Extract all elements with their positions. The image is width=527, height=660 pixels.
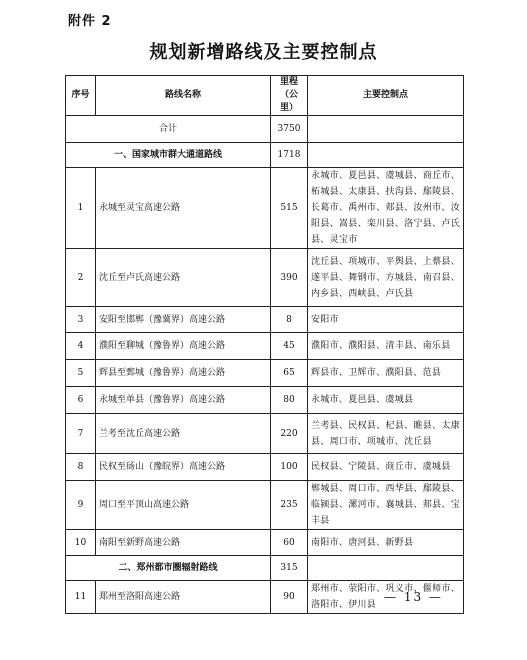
section-row: [66, 556, 464, 581]
row-length: 100: [271, 454, 308, 481]
row-no: 8: [66, 454, 96, 481]
section-title: 一、国家城市群大通道路线: [66, 143, 271, 168]
row-no: 5: [66, 360, 96, 387]
table-header-row: [66, 76, 464, 116]
row-name: 辉县至鄄城（豫鲁界）高速公路: [96, 360, 271, 387]
row-points: 南阳市、唐河县、新野县: [308, 530, 464, 556]
table-row: [66, 387, 464, 414]
row-points: 辉县市、卫辉市、濮阳县、范县: [308, 360, 464, 387]
row-no: 2: [66, 249, 96, 307]
header-no: 序号: [66, 76, 96, 116]
row-length: 220: [271, 414, 308, 454]
row-name: 永城至单县（豫鲁界）高速公路: [96, 387, 271, 414]
row-points: 民权县、宁陵县、商丘市、虞城县: [308, 454, 464, 481]
row-no: 3: [66, 307, 96, 333]
table-row: [66, 454, 464, 481]
row-points: 永城市、夏邑县、虞城县、商丘市、柘城县、太康县、扶沟县、鄢陵县、长葛市、禹州市、郏县、汝州市、汝阳县、嵩县、栾川县、洛宁县、卢氏县、灵宝市: [308, 168, 464, 249]
row-length: 515: [271, 168, 308, 249]
header-points: 主要控制点: [308, 76, 464, 116]
row-no: 10: [66, 530, 96, 556]
row-name: 濮阳至聊城（豫鲁界）高速公路: [96, 333, 271, 360]
row-name: 兰考至沈丘高速公路: [96, 414, 271, 454]
section-points: [308, 143, 464, 168]
table-row: [66, 360, 464, 387]
row-points: 沈丘县、项城市、平舆县、上蔡县、遂平县、舞钢市、方城县、南召县、内乡县、西峡县、卢氏县: [308, 249, 464, 307]
row-points: 永城市、夏邑县、虞城县: [308, 387, 464, 414]
section-title: 二、郑州都市圈辐射路线: [66, 556, 271, 581]
page-number: — 13 —: [384, 590, 443, 604]
row-name: 永城至灵宝高速公路: [96, 168, 271, 249]
routes-table: [65, 75, 464, 614]
total-row: [66, 116, 464, 143]
row-points: 濮阳市、濮阳县、清丰县、南乐县: [308, 333, 464, 360]
section-length: 315: [271, 556, 308, 581]
row-no: 11: [66, 581, 96, 614]
row-length: 390: [271, 249, 308, 307]
row-no: 6: [66, 387, 96, 414]
row-name: 安阳至邯郸（豫冀界）高速公路: [96, 307, 271, 333]
row-points: 郑州市、荥阳市、巩义市、偃师市、洛阳市、伊川县: [308, 581, 464, 614]
row-length: 45: [271, 333, 308, 360]
total-label: 合计: [66, 116, 271, 143]
row-no: 7: [66, 414, 96, 454]
row-name: 沈丘至卢氏高速公路: [96, 249, 271, 307]
header-length: [271, 76, 308, 116]
row-length: 235: [271, 481, 308, 530]
header-length-line2: （公里）: [279, 90, 298, 113]
row-length: 80: [271, 387, 308, 414]
table-row: [66, 481, 464, 530]
row-points: 兰考县、民权县、杞县、睢县、太康县、周口市、项城市、沈丘县: [308, 414, 464, 454]
row-length: 60: [271, 530, 308, 556]
table-row: [66, 249, 464, 307]
section-row: [66, 143, 464, 168]
row-name: 南阳至新野高速公路: [96, 530, 271, 556]
table-row: [66, 333, 464, 360]
row-name: 民权至砀山（豫皖界）高速公路: [96, 454, 271, 481]
row-length: 8: [271, 307, 308, 333]
row-points: 郸城县、周口市、西华县、鄢陵县、临颍县、漯河市、襄城县、郏县、宝丰县: [308, 481, 464, 530]
total-length: 3750: [271, 116, 308, 143]
row-no: 9: [66, 481, 96, 530]
row-points: 安阳市: [308, 307, 464, 333]
header-name: 路线名称: [96, 76, 271, 116]
row-name: 周口至平顶山高速公路: [96, 481, 271, 530]
header-length-line1: 里程: [279, 77, 298, 87]
row-length: 90: [271, 581, 308, 614]
section-points: [308, 556, 464, 581]
attachment-label: 附件 2: [68, 14, 112, 29]
row-no: 1: [66, 168, 96, 249]
table-row: [66, 307, 464, 333]
table-row: [66, 414, 464, 454]
total-points: [308, 116, 464, 143]
section-length: 1718: [271, 143, 308, 168]
table-row: [66, 530, 464, 556]
table-row: [66, 168, 464, 249]
row-no: 4: [66, 333, 96, 360]
document-title: 规划新增路线及主要控制点: [149, 42, 378, 63]
row-name: 郑州至洛阳高速公路: [96, 581, 271, 614]
row-length: 65: [271, 360, 308, 387]
